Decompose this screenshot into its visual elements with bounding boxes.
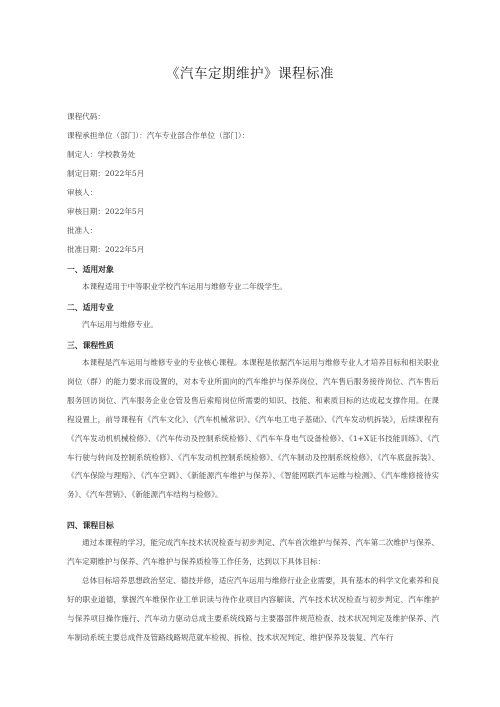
meta-responsible-unit: 课程承担单位（部门）：汽车专业部合作单位（部门）：: [67, 131, 250, 140]
meta-course-code: 课程代码：: [67, 112, 105, 121]
section-paragraph: 本课程是汽车运用与维修专业的专业核心课程。本课程是依据汽车运用与维修专业人才培养目标和相关职业岗位（群）的能力要求而设置的，对本专业所面向的汽车维护与保养岗位、汽车售后服务接待岗位、汽车售后服务回访岗位、汽车服务企业仓管及售后索赔岗位所需要的知识、技能、和素质目标的达成起支撑作用。在课程设置上，前导课程有《汽车文化》、《汽车机械常识》、《汽车电工电子基础》、《汽车发动机拆装》，后续课程有《汽车发动机机械检修》、《汽车传动及控制系统检修》、《汽车车身电气设备检修》、《1+X证书技能训练》、《汽车行驶与转向及控制系统检修》、《汽车发动机控制系统检修》、《汽车制动及控制系统检修》、《汽车底盘拆装》、《汽车保险与理赔》、《汽车空调》、《新能源汽车维护与保养》、《智能网联汽车运维与检测》、《汽车维修接待实务》、《汽车营销》、《新能源汽车结构与检修》。: [67, 358, 439, 500]
section-paragraph: 本课程适用于中等职业学校汽车运用与维修专业二年级学生。: [82, 282, 288, 291]
section-heading-major: 二、适用专业: [67, 303, 114, 312]
section-heading-target: 一、适用对象: [67, 265, 114, 274]
meta-reviewer: 审核人：: [67, 188, 98, 197]
section-paragraph: 汽车运用与维修专业。: [82, 320, 158, 329]
meta-author: 制定人：学校教务处: [67, 150, 136, 159]
section-paragraph: 总体目标培养思想政治坚定、德技并修，适应汽车运用与维修行业企业需要，具有基本的科学文化素养和良好的职业道德，掌握汽车维保作业工单识读与待作业项目内容解读、汽车技术状况检查与初步判定、汽车维护与保养项目操作施行、汽车动力驱动总成主要系统线路与主要器部件规范检查、技术状况判定及维护保养、汽车制动系统主要总成件及管路线路规范就车检视、拆检、技术状况判定、维护保养及装复、汽车行: [67, 576, 439, 642]
meta-approval-date: 批准日期：2022年5月: [67, 245, 145, 254]
section-heading-goals: 四、课程目标: [67, 521, 114, 530]
document-title: 《汽车定期维护》课程标准: [166, 66, 334, 82]
meta-review-date: 审核日期：2022年5月: [67, 207, 145, 216]
meta-creation-date: 制定日期：2022年5月: [67, 169, 145, 178]
section-heading-nature: 三、课程性质: [67, 341, 114, 350]
meta-approver: 批准人：: [67, 226, 98, 235]
section-paragraph: 通过本课程的学习，能完成汽车技术状况检查与初步判定、汽车首次维护与保养、汽车第二次维护与保养、汽车定期维护与保养、汽车维护与保养质检等工作任务，达到以下具体目标：: [67, 538, 439, 566]
